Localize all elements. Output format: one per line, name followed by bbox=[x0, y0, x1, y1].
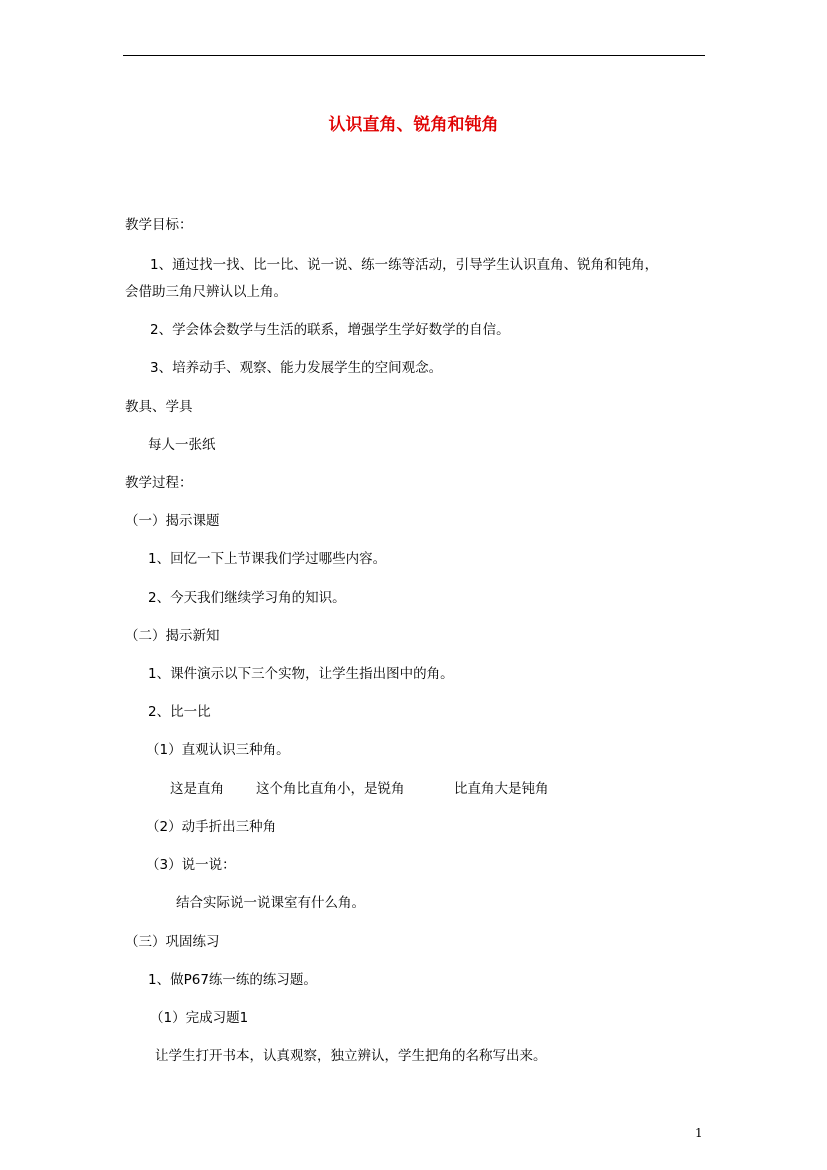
paragraph-line: 2、学会体会数学与生活的联系，增强学生学好数学的自信。 bbox=[150, 322, 510, 338]
page-number: 1 bbox=[695, 1126, 703, 1140]
paragraph-line: 2、今天我们继续学习角的知识。 bbox=[148, 590, 346, 606]
section-heading-materials: 教具、学具 bbox=[125, 399, 193, 415]
paragraph-line: 让学生打开书本，认真观察，独立辨认，学生把角的名称写出来。 bbox=[155, 1048, 547, 1064]
paragraph-line: （1）直观认识三种角。 bbox=[146, 742, 290, 758]
paragraph-line: 1、通过找一找、比一比、说一说、练一练等活动，引导学生认识直角、锐角和钝角， bbox=[150, 257, 659, 273]
header-rule bbox=[123, 55, 705, 56]
paragraph-line: 会借助三角尺辨认以上角。 bbox=[125, 284, 287, 300]
angle-label-right: 这是直角 bbox=[170, 781, 224, 797]
paragraph-line: 每人一张纸 bbox=[148, 437, 216, 453]
subsection-heading: （三）巩固练习 bbox=[125, 934, 220, 950]
paragraph-line: 1、回忆一下上节课我们学过哪些内容。 bbox=[148, 551, 387, 567]
paragraph-line: （2）动手折出三种角 bbox=[146, 819, 277, 835]
paragraph-line: 2、比一比 bbox=[148, 704, 211, 720]
paragraph-line: 结合实际说一说课室有什么角。 bbox=[176, 895, 365, 911]
subsection-heading: （一）揭示课题 bbox=[125, 513, 220, 529]
paragraph-line: 1、课件演示以下三个实物，让学生指出图中的角。 bbox=[148, 666, 454, 682]
section-heading-objectives: 教学目标： bbox=[125, 217, 193, 233]
paragraph-line: 1、做P67练一练的练习题。 bbox=[148, 972, 317, 988]
angle-label-obtuse: 比直角大是钝角 bbox=[454, 781, 549, 797]
section-heading-process: 教学过程： bbox=[125, 475, 193, 491]
paragraph-line: 3、培养动手、观察、能力发展学生的空间观念。 bbox=[150, 360, 443, 376]
paragraph-line: （3）说一说： bbox=[146, 857, 236, 873]
subsection-heading: （二）揭示新知 bbox=[125, 628, 220, 644]
document-title: 认识直角、锐角和钝角 bbox=[328, 115, 499, 135]
angle-label-acute: 这个角比直角小，是锐角 bbox=[256, 781, 405, 797]
paragraph-line: （1）完成习题1 bbox=[150, 1010, 249, 1026]
